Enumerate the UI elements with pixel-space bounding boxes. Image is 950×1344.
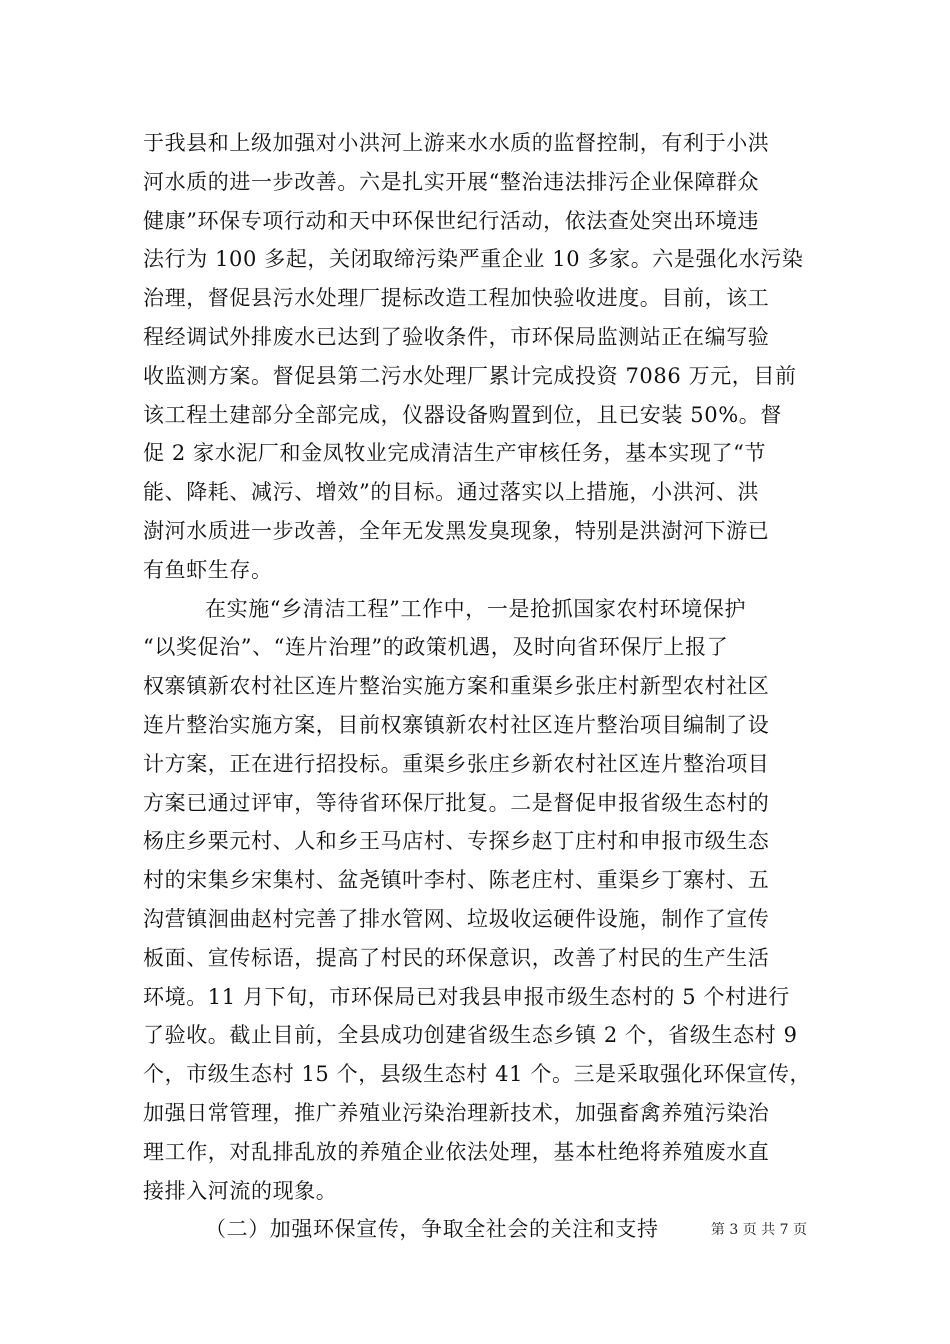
text-line: 村的宋集乡宋集村、盆尧镇叶李村、陈老庄村、重渠乡丁寨村、五 [143, 868, 770, 893]
page-number-footer: 第 3 页 共 7 页 [710, 1222, 807, 1238]
text-line: 连片整治实施方案，目前权寨镇新农村社区连片整治项目编制了设 [143, 712, 770, 737]
text-line: 程经调试外排废水已达到了验收条件，市环保局监测站正在编写验 [143, 324, 770, 349]
text-line: 收监测方案。督促县第二污水处理厂累计完成投资 7086 万元，目前 [143, 363, 797, 388]
text-line: 了验收。截止目前，全县成功创建省级生态乡镇 2 个，省级生态村 9 [143, 1023, 798, 1048]
text-line: 有鱼虾生存。 [143, 557, 273, 582]
text-line: 杨庄乡栗元村、人和乡王马店村、专探乡赵丁庄村和申报市级生态 [143, 829, 770, 854]
text-line: 治理，督促县污水处理厂提标改造工程加快验收进度。目前，该工 [143, 286, 770, 311]
text-line: “以奖促治”、“连片治理”的政策机遇，及时向省环保厅上报了 [143, 635, 729, 660]
text-line: 能、降耗、减污、增效”的目标。通过落实以上措施，小洪河、洪 [143, 480, 760, 505]
text-line: 健康”环保专项行动和天中环保世纪行活动，依法查处突出环境违 [143, 208, 760, 233]
text-line: 法行为 100 多起，关闭取缔污染严重企业 10 多家。六是强化水污染 [143, 247, 804, 272]
text-line: 理工作，对乱排乱放的养殖企业依法处理，基本杜绝将养殖废水直 [143, 1139, 770, 1164]
text-line: 方案已通过评审，等待省环保厅批复。二是督促申报省级生态村的 [143, 790, 770, 815]
text-line: 河水质的进一步改善。六是扎实开展“整治违法排污企业保障群众 [143, 169, 760, 194]
text-line: 加强日常管理，推广养殖业污染治理新技术，加强畜禽养殖污染治 [143, 1100, 770, 1125]
text-line: 澍河水质进一步改善，全年无发黑发臭现象，特别是洪澍河下游已 [143, 518, 770, 543]
text-line: 板面、宣传标语，提高了村民的环保意识，改善了村民的生产生活 [143, 945, 770, 970]
text-line: 个，市级生态村 15 个，县级生态村 41 个。三是采取强化环保宣传， [143, 1062, 812, 1087]
text-line: 环境。11 月下旬，市环保局已对我县申报市级生态村的 5 个村进行 [143, 984, 790, 1009]
section-heading: （二）加强环保宣传，争取全社会的关注和支持 [205, 1217, 659, 1242]
text-line: 计方案，正在进行招投标。重渠乡张庄乡新农村社区连片整治项目 [143, 751, 770, 776]
paragraph-start-line: 在实施“乡清洁工程”工作中，一是抢抓国家农村环境保护 [205, 596, 747, 621]
text-line: 沟营镇洄曲赵村完善了排水管网、垃圾收运硬件设施，制作了宣传 [143, 906, 770, 931]
text-line: 权寨镇新农村社区连片整治实施方案和重渠乡张庄村新型农村社区 [143, 674, 770, 699]
text-line: 接排入河流的现象。 [143, 1178, 338, 1203]
body-text [143, 124, 812, 1249]
text-line: 该工程土建部分全部完成，仪器设备购置到位，且已安装 50%。督 [143, 402, 782, 427]
text-line: 促 2 家水泥厂和金凤牧业完成清洁生产审核任务，基本实现了“节 [143, 441, 767, 466]
text-line: 于我县和上级加强对小洪河上游来水水质的监督控制，有利于小洪 [143, 131, 770, 155]
